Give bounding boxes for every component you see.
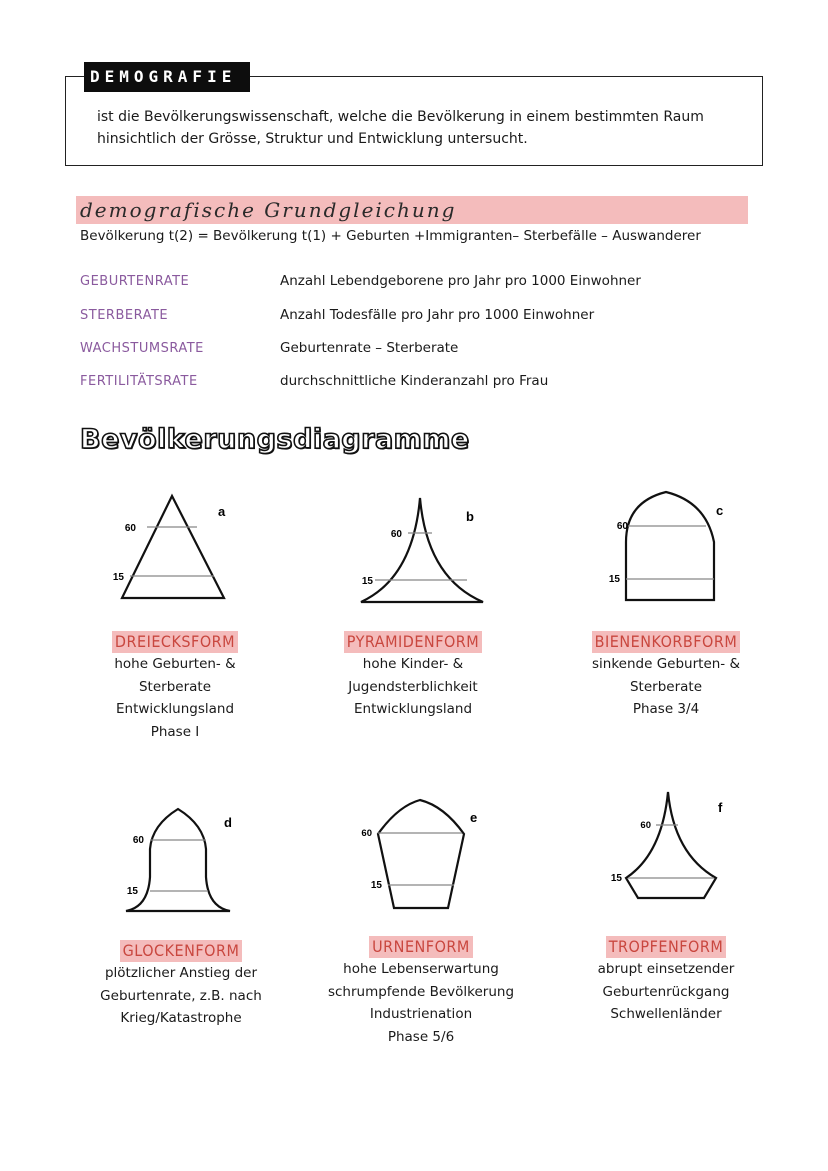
axis-label-15: 15 bbox=[608, 574, 620, 585]
diagram-label: GLOCKENFORM bbox=[120, 940, 243, 962]
description-line: Industrienation bbox=[369, 1006, 473, 1022]
axis-label-60: 60 bbox=[616, 521, 628, 532]
definition-text bbox=[97, 106, 737, 150]
diagram-description bbox=[313, 653, 513, 721]
description-line: hohe Lebenserwartung bbox=[343, 961, 499, 977]
diagram-pyramidenform bbox=[345, 488, 495, 618]
axis-label-60: 60 bbox=[640, 820, 651, 831]
diagram-label: TROPFENFORM bbox=[606, 936, 726, 958]
diagram-letter: e bbox=[470, 810, 478, 825]
diagram-letter: a bbox=[218, 504, 226, 519]
definition-line: hinsichtlich der Grösse, Struktur und Entwicklung untersucht. bbox=[97, 131, 528, 147]
definition-line: ist die Bevölkerungswissenschaft, welche die Bevölkerung in einem bestimmten Raum bbox=[97, 109, 704, 125]
description-line: abrupt einsetzender bbox=[597, 961, 735, 977]
rate-term-geburtenrate: GEBURTENRATE bbox=[80, 274, 190, 289]
diagram-tropfenform bbox=[598, 784, 748, 914]
diagram-label-wrap bbox=[566, 936, 766, 958]
diagram-description bbox=[566, 653, 766, 721]
description-line: Entwicklungsland bbox=[353, 701, 473, 717]
rate-definition: Anzahl Lebendgeborene pro Jahr pro 1000 Einwohner bbox=[280, 273, 641, 289]
description-line: Geburtenrückgang bbox=[602, 983, 730, 1000]
description-line: Sterberate bbox=[629, 678, 702, 695]
description-line: hohe Kinder- & bbox=[362, 656, 464, 672]
diagram-label-wrap bbox=[75, 631, 275, 653]
axis-label-15: 15 bbox=[361, 576, 373, 587]
diagram-label-wrap bbox=[313, 631, 513, 653]
rate-term-wachstumsrate: WACHSTUMSRATE bbox=[80, 341, 204, 356]
description-line: plötzlicher Anstieg der bbox=[104, 965, 258, 981]
diagram-bienenkorbform bbox=[594, 484, 744, 614]
description-line: Entwicklungsland bbox=[115, 701, 235, 717]
diagram-letter: c bbox=[716, 503, 724, 518]
diagram-description bbox=[81, 962, 281, 1030]
diagram-letter: f bbox=[718, 800, 723, 815]
diagram-description bbox=[321, 958, 521, 1048]
diagram-label: URNENFORM bbox=[369, 936, 473, 958]
rate-term-fertilitaetsrate: FERTILITÄTSRATE bbox=[80, 374, 198, 389]
diagram-label: DREIECKSFORM bbox=[112, 631, 238, 653]
rate-definition: Anzahl Todesfälle pro Jahr pro 1000 Einwohner bbox=[280, 307, 595, 323]
diagram-label-wrap bbox=[81, 940, 281, 962]
definition-title: DEMOGRAFIE bbox=[84, 62, 250, 92]
description-line: Jugendsterblichkeit bbox=[348, 678, 478, 695]
diagram-dreiecksform bbox=[102, 488, 252, 618]
diagram-description bbox=[75, 653, 275, 743]
equation-title: demografische Grundgleichung bbox=[80, 198, 457, 222]
axis-label-15: 15 bbox=[126, 886, 138, 897]
rate-definition: Geburtenrate – Sterberate bbox=[280, 340, 459, 356]
description-line: hohe Geburten- & bbox=[114, 656, 236, 672]
description-line: Phase 3/4 bbox=[632, 701, 700, 717]
axis-label-15: 15 bbox=[112, 572, 124, 583]
axis-label-60: 60 bbox=[390, 529, 402, 540]
diagram-label-wrap bbox=[566, 631, 766, 653]
description-line: Geburtenrate, z.B. nach bbox=[100, 987, 262, 1004]
axis-label-60: 60 bbox=[132, 835, 144, 846]
axis-label-60: 60 bbox=[124, 523, 136, 534]
rate-term-sterberate: STERBERATE bbox=[80, 308, 169, 323]
diagram-urnenform bbox=[352, 790, 502, 920]
description-line: schrumpfende Bevölkerung bbox=[327, 983, 515, 1000]
axis-label-60: 60 bbox=[361, 828, 372, 839]
rate-definition: durchschnittliche Kinderanzahl pro Frau bbox=[280, 373, 549, 389]
axis-label-15: 15 bbox=[370, 880, 382, 891]
diagram-glockenform bbox=[112, 797, 262, 927]
description-line: Krieg/Katastrophe bbox=[120, 1010, 242, 1026]
description-line: Schwellenländer bbox=[610, 1006, 722, 1022]
diagram-letter: d bbox=[224, 815, 232, 830]
description-line: Phase 5/6 bbox=[387, 1028, 455, 1045]
diagram-description bbox=[566, 958, 766, 1026]
description-line: sinkende Geburten- & bbox=[592, 656, 740, 672]
description-line: Sterberate bbox=[138, 678, 211, 695]
section-title: Bevölkerungsdiagramme bbox=[80, 424, 470, 455]
description-line: Phase I bbox=[150, 723, 200, 740]
diagram-label: BIENENKORBFORM bbox=[592, 631, 741, 653]
diagram-letter: b bbox=[466, 509, 474, 524]
diagram-label-wrap bbox=[321, 936, 521, 958]
equation-formula: Bevölkerung t(2) = Bevölkerung t(1) + Geburten +Immigranten– Sterbefälle – Auswanderer bbox=[80, 228, 701, 244]
axis-label-15: 15 bbox=[610, 873, 622, 884]
diagram-label: PYRAMIDENFORM bbox=[344, 631, 482, 653]
